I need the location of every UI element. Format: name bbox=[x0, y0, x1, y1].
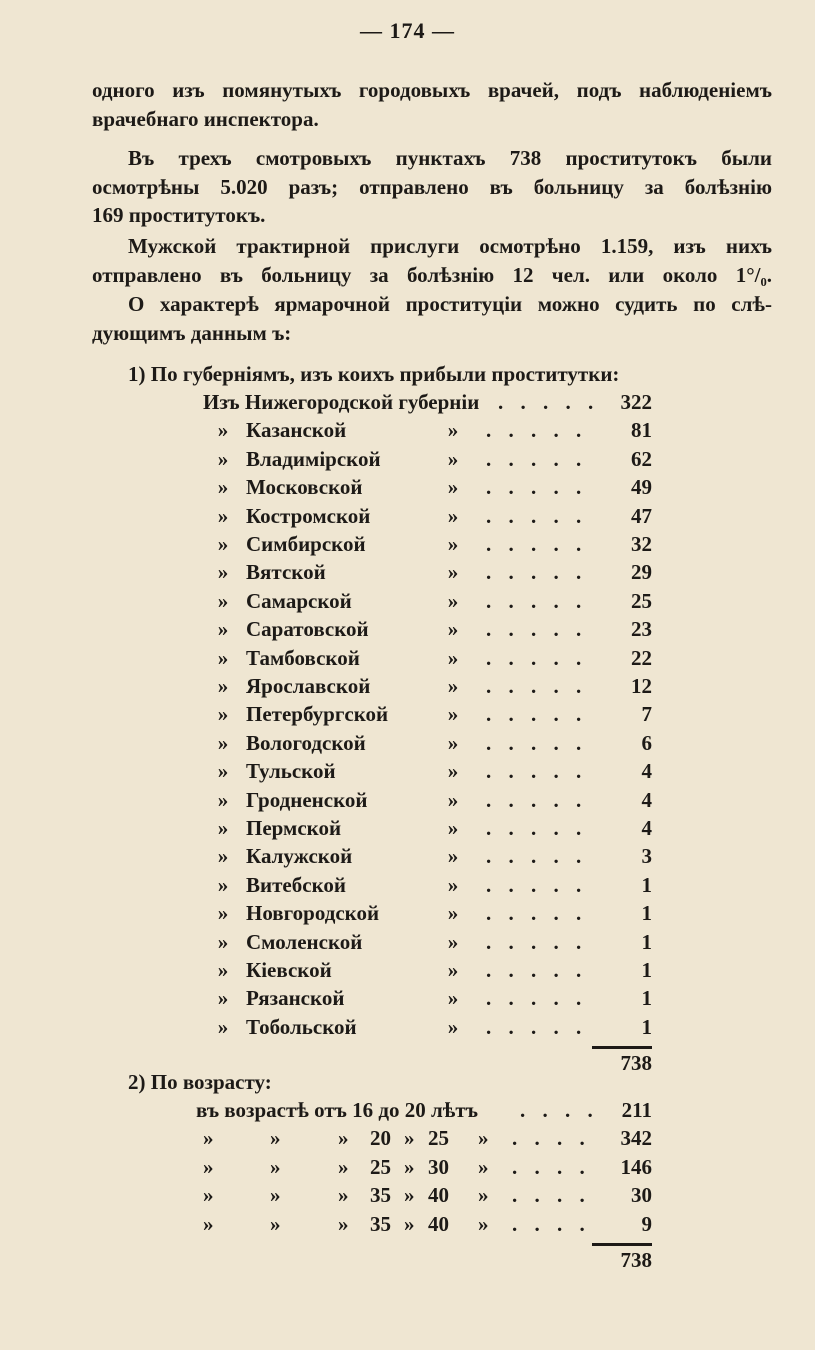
leader-dots: . . . . . bbox=[498, 390, 600, 414]
ditto-mark: » bbox=[404, 1154, 415, 1179]
leader-dots: . . . . bbox=[512, 1126, 591, 1151]
paragraph-line: Въ трехъ смотровыхъ пунктахъ 738 проститутокъ были bbox=[128, 146, 772, 170]
total-value: 738 bbox=[620, 1050, 652, 1075]
leader-dots: . . . . . bbox=[486, 475, 588, 500]
age-from: 35 bbox=[370, 1211, 391, 1236]
leader-dots: . . . . . bbox=[486, 787, 588, 812]
ditto-mark: » bbox=[447, 475, 459, 500]
row-value: 1 bbox=[641, 872, 652, 897]
sum-rule bbox=[592, 1243, 652, 1246]
ditto-mark: » bbox=[338, 1126, 349, 1151]
ditto-mark: » bbox=[447, 588, 459, 613]
ditto-mark: » bbox=[447, 503, 459, 528]
leader-dots: . . . . . bbox=[486, 901, 588, 926]
ditto-mark: » bbox=[447, 844, 459, 869]
ditto-mark: » bbox=[217, 560, 229, 585]
ditto-mark: » bbox=[338, 1183, 349, 1208]
leader-dots: . . . . . bbox=[486, 844, 588, 869]
row-value: 9 bbox=[641, 1211, 652, 1236]
ditto-mark: » bbox=[217, 588, 229, 613]
row-value: 4 bbox=[641, 816, 652, 840]
sum-rule bbox=[592, 1046, 652, 1049]
row-value: 146 bbox=[620, 1154, 652, 1179]
ditto-mark: » bbox=[447, 418, 459, 443]
row-value: 32 bbox=[631, 532, 652, 556]
age-from: 20 bbox=[370, 1126, 391, 1151]
ditto-mark: » bbox=[217, 503, 229, 528]
total-value: 738 bbox=[620, 1247, 652, 1272]
row-value: 322 bbox=[620, 390, 652, 414]
age-to: 30 bbox=[428, 1154, 449, 1179]
province-name: Тамбовской bbox=[246, 645, 360, 670]
age-from: 25 bbox=[370, 1154, 391, 1179]
ditto-mark: » bbox=[217, 475, 229, 500]
leader-dots: . . . . . bbox=[486, 645, 588, 670]
ditto-mark: » bbox=[217, 645, 229, 670]
paragraph-3 bbox=[92, 232, 772, 289]
row-value: 25 bbox=[631, 588, 652, 613]
ditto-mark: » bbox=[203, 1183, 214, 1208]
paragraph-line: врачебнаго инспектора. bbox=[92, 106, 319, 131]
row-value: 7 bbox=[641, 702, 652, 727]
ditto-mark: » bbox=[447, 929, 459, 954]
province-name: Тульской bbox=[246, 759, 336, 784]
row-value: 4 bbox=[641, 787, 652, 812]
ditto-mark: » bbox=[217, 759, 229, 784]
ditto-mark: » bbox=[217, 929, 229, 954]
row-value: 1 bbox=[641, 1014, 652, 1039]
paragraph-line: одного изъ помянутыхъ городовыхъ врачей, подъ наблюденіемъ bbox=[92, 78, 772, 102]
ditto-mark: » bbox=[217, 958, 229, 982]
row-value: 23 bbox=[631, 617, 652, 642]
ditto-mark: » bbox=[447, 645, 459, 670]
province-name: Московской bbox=[246, 475, 363, 500]
age-to: 40 bbox=[428, 1183, 449, 1208]
ditto-mark: » bbox=[217, 986, 229, 1011]
leader-dots: . . . . bbox=[512, 1154, 591, 1179]
age-to: 40 bbox=[428, 1211, 449, 1236]
leader-dots: . . . . . bbox=[486, 446, 588, 471]
ditto-mark: » bbox=[217, 446, 229, 471]
ditto-mark: » bbox=[447, 816, 459, 840]
row-label: въ возрастѣ отъ 16 до 20 лѣтъ bbox=[196, 1098, 478, 1122]
ditto-mark: » bbox=[447, 759, 459, 784]
ditto-mark: » bbox=[203, 1211, 214, 1236]
ditto-mark: » bbox=[447, 674, 459, 698]
row-value: 30 bbox=[631, 1183, 652, 1208]
ditto-mark: » bbox=[447, 730, 459, 755]
row-value: 1 bbox=[641, 929, 652, 954]
province-name: Вологодской bbox=[246, 730, 366, 755]
ditto-mark: » bbox=[447, 446, 459, 471]
ditto-mark: » bbox=[447, 1014, 459, 1039]
leader-dots: . . . . . bbox=[486, 532, 588, 556]
paragraph-line: осмотрѣны 5.020 разъ; отправлено въ больницу за болѣзнію bbox=[92, 174, 772, 199]
ditto-mark: » bbox=[478, 1154, 489, 1179]
province-name: Симбирской bbox=[246, 532, 366, 556]
row-value: 22 bbox=[631, 645, 652, 670]
province-name: Новгородской bbox=[246, 901, 380, 926]
leader-dots: . . . . . bbox=[486, 617, 588, 642]
ditto-mark: » bbox=[478, 1211, 489, 1236]
ditto-mark: » bbox=[447, 560, 459, 585]
province-name: Витебской bbox=[246, 872, 346, 897]
leader-dots: . . . . . bbox=[486, 759, 588, 784]
leader-dots: . . . . . bbox=[486, 730, 588, 755]
ditto-mark: » bbox=[270, 1183, 281, 1208]
row-value: 342 bbox=[620, 1126, 652, 1151]
ditto-mark: » bbox=[447, 901, 459, 926]
ditto-mark: » bbox=[203, 1154, 214, 1179]
province-name: Гродненской bbox=[246, 787, 368, 812]
leader-dots: . . . . . bbox=[486, 702, 588, 727]
ditto-mark: » bbox=[217, 418, 229, 443]
ditto-mark: » bbox=[404, 1211, 415, 1236]
leader-dots: . . . . bbox=[512, 1211, 591, 1236]
ditto-mark: » bbox=[217, 787, 229, 812]
leader-dots: . . . . bbox=[512, 1183, 591, 1208]
ditto-mark: » bbox=[447, 958, 459, 982]
ditto-mark: » bbox=[217, 816, 229, 840]
ditto-mark: » bbox=[270, 1154, 281, 1179]
leader-dots: . . . . . bbox=[486, 503, 588, 528]
leader-dots: . . . . . bbox=[486, 560, 588, 585]
ditto-mark: » bbox=[203, 1126, 214, 1151]
paragraph-2 bbox=[92, 144, 772, 230]
row-value: 1 bbox=[641, 986, 652, 1011]
ditto-mark: » bbox=[217, 532, 229, 556]
section-1-heading: 1) По губерніямъ, изъ коихъ прибыли проститутки: bbox=[128, 362, 620, 386]
age-from: 35 bbox=[370, 1183, 391, 1208]
row-value: 12 bbox=[631, 674, 652, 698]
province-name: Пермской bbox=[246, 816, 342, 840]
ditto-mark: » bbox=[478, 1126, 489, 1151]
province-name: Костромской bbox=[246, 503, 371, 528]
ditto-mark: » bbox=[447, 617, 459, 642]
province-name: Казанской bbox=[246, 418, 347, 443]
ditto-mark: » bbox=[404, 1183, 415, 1208]
province-name: Тобольской bbox=[246, 1014, 357, 1039]
row-value: 4 bbox=[641, 759, 652, 784]
ditto-mark: » bbox=[478, 1183, 489, 1208]
leader-dots: . . . . bbox=[520, 1098, 599, 1122]
province-name: Вятской bbox=[246, 560, 326, 585]
ditto-mark: » bbox=[338, 1154, 349, 1179]
ditto-mark: » bbox=[217, 730, 229, 755]
leader-dots: . . . . . bbox=[486, 1014, 588, 1039]
paragraph-line: отправлено въ больницу за болѣзнію 12 чел. или около 1°/₀. bbox=[92, 262, 772, 287]
paragraph-line: О характерѣ ярмарочной проституціи можно судить по слѣ- bbox=[128, 292, 772, 316]
leader-dots: . . . . . bbox=[486, 872, 588, 897]
ditto-mark: » bbox=[447, 986, 459, 1011]
ditto-mark: » bbox=[447, 702, 459, 727]
paragraph-line: Мужской трактирной прислуги осмотрѣно 1.159, изъ нихъ bbox=[128, 234, 772, 258]
leader-dots: . . . . . bbox=[486, 986, 588, 1011]
province-name: Кіевской bbox=[246, 958, 332, 982]
ditto-mark: » bbox=[217, 1014, 229, 1039]
ditto-mark: » bbox=[217, 702, 229, 727]
province-name: Ярославской bbox=[246, 674, 371, 698]
leader-dots: . . . . . bbox=[486, 929, 588, 954]
section-2-heading: 2) По возрасту: bbox=[128, 1070, 272, 1094]
ditto-mark: » bbox=[270, 1211, 281, 1236]
paragraph-4 bbox=[92, 290, 772, 347]
paragraph-1 bbox=[92, 76, 772, 133]
page-number: — 174 — bbox=[360, 18, 455, 43]
province-name: Самарской bbox=[246, 588, 352, 613]
ditto-mark: » bbox=[447, 787, 459, 812]
leader-dots: . . . . . bbox=[486, 418, 588, 443]
province-name: Владимірской bbox=[246, 446, 381, 471]
ditto-mark: » bbox=[217, 901, 229, 926]
ditto-mark: » bbox=[447, 532, 459, 556]
leader-dots: . . . . . bbox=[486, 674, 588, 698]
ditto-mark: » bbox=[217, 872, 229, 897]
paragraph-line: дующимъ данным ъ: bbox=[92, 320, 292, 345]
row-value: 47 bbox=[631, 503, 652, 528]
province-name: Смоленской bbox=[246, 929, 363, 954]
row-value: 81 bbox=[631, 418, 652, 443]
row-value: 3 bbox=[641, 844, 652, 869]
row-value: 1 bbox=[641, 958, 652, 982]
ditto-mark: » bbox=[217, 674, 229, 698]
ditto-mark: » bbox=[217, 617, 229, 642]
ditto-mark: » bbox=[404, 1126, 415, 1151]
row-value: 6 bbox=[641, 730, 652, 755]
leader-dots: . . . . . bbox=[486, 588, 588, 613]
province-name: Рязанской bbox=[246, 986, 345, 1011]
row-value: 29 bbox=[631, 560, 652, 585]
leader-dots: . . . . . bbox=[486, 958, 588, 982]
row-value: 62 bbox=[631, 446, 652, 471]
province-name: Петербургской bbox=[246, 702, 389, 727]
paragraph-line: 169 проститутокъ. bbox=[92, 203, 266, 227]
province-name: Саратовской bbox=[246, 617, 369, 642]
ditto-mark: » bbox=[338, 1211, 349, 1236]
ditto-mark: » bbox=[270, 1126, 281, 1151]
row-label: Изъ Нижегородской губерніи bbox=[203, 390, 480, 414]
row-value: 49 bbox=[631, 475, 652, 500]
ditto-mark: » bbox=[447, 872, 459, 897]
row-value: 1 bbox=[641, 901, 652, 926]
ditto-mark: » bbox=[217, 844, 229, 869]
row-value: 211 bbox=[621, 1098, 652, 1122]
age-to: 25 bbox=[428, 1126, 449, 1151]
province-name: Калужской bbox=[246, 844, 353, 869]
leader-dots: . . . . . bbox=[486, 816, 588, 840]
